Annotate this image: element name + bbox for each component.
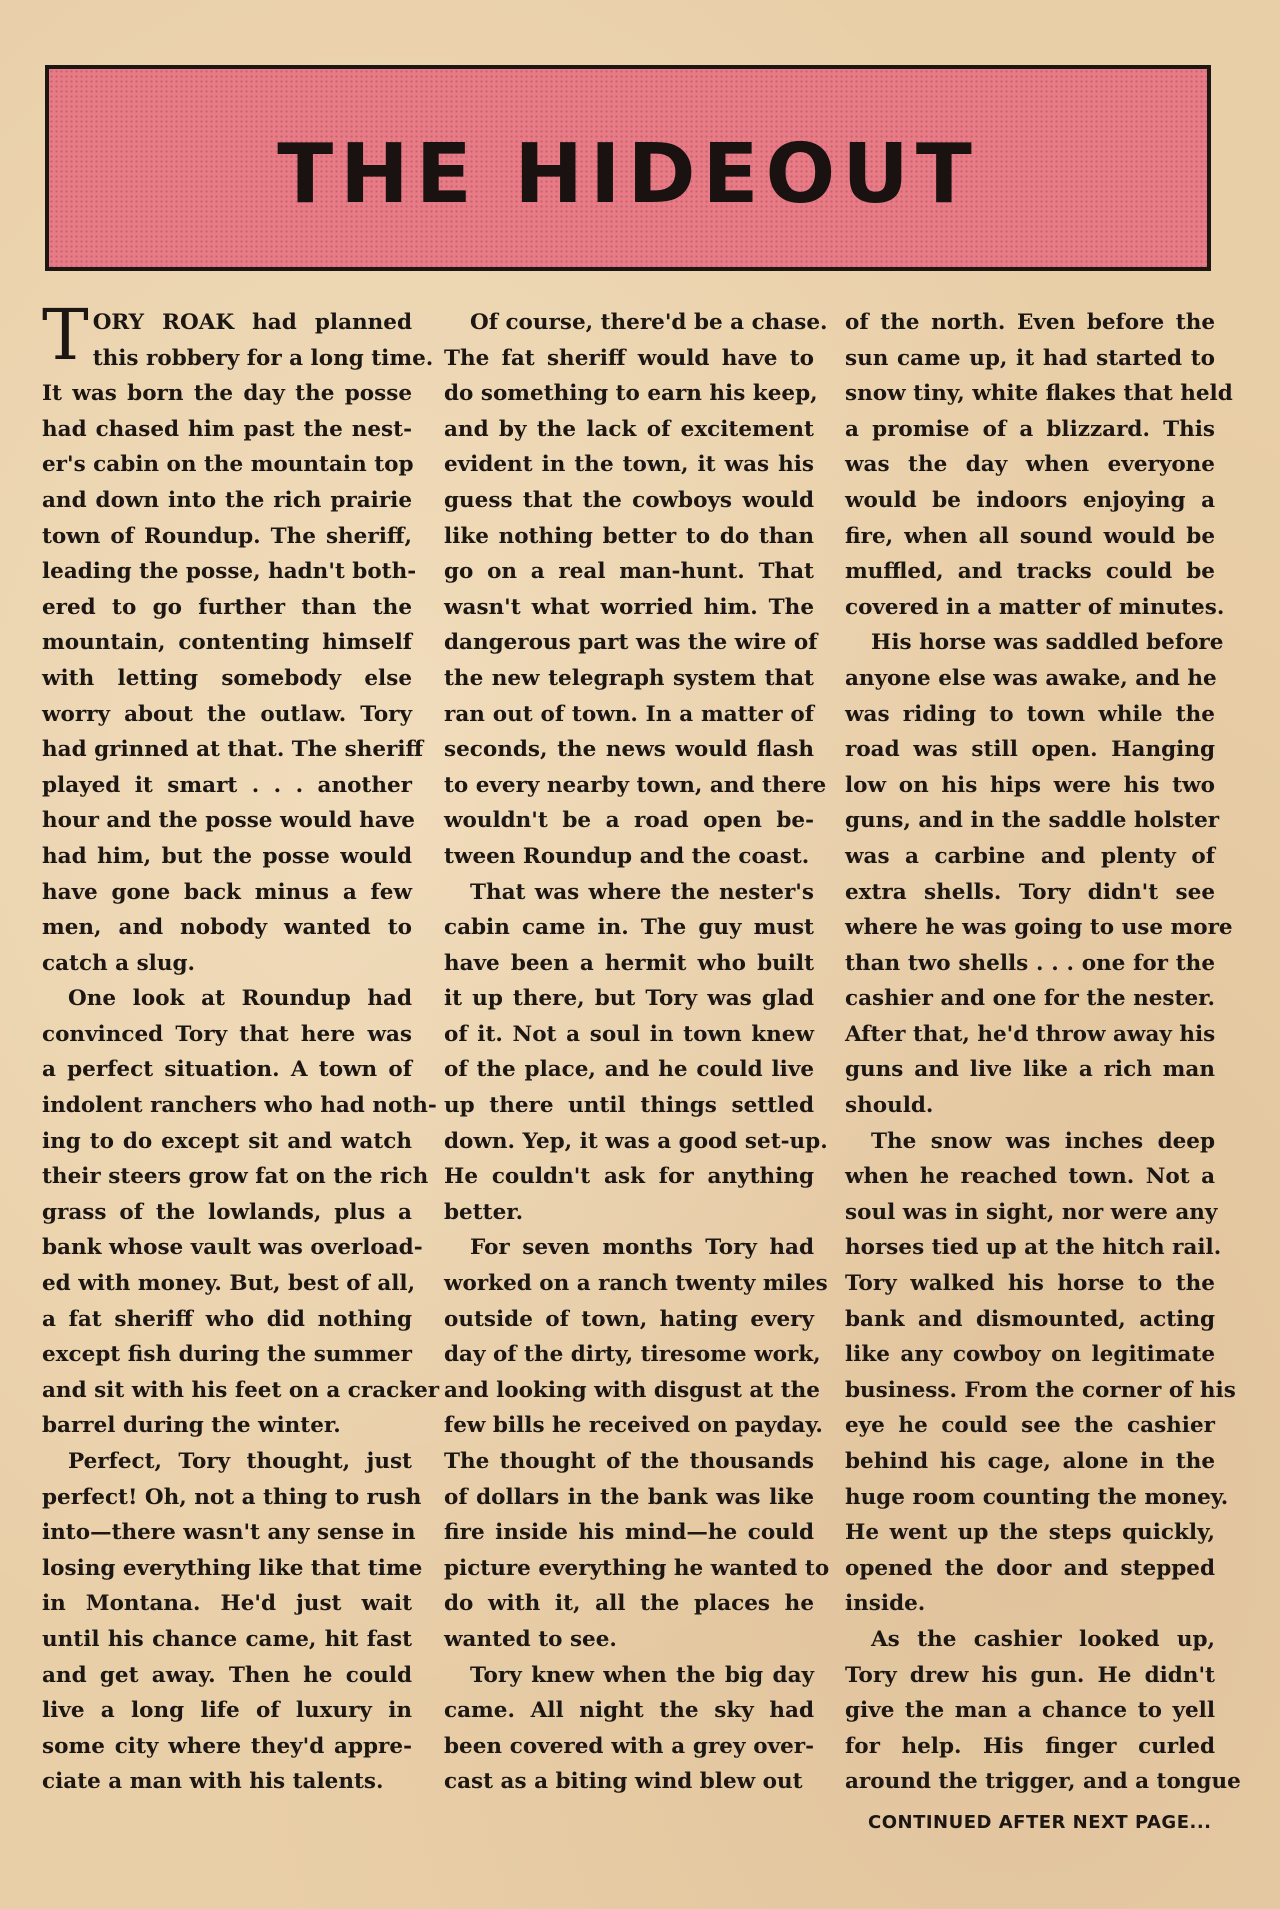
- text-line: As the cashier looked up,: [871, 1626, 1215, 1652]
- paragraph: [444, 1230, 830, 1657]
- text-line: up there until things settled: [444, 1093, 814, 1119]
- text-line: and by the lack of excitement: [444, 416, 814, 442]
- paragraph: [845, 625, 1233, 1123]
- text-line: He couldn't ask for anything: [444, 1164, 814, 1190]
- text-line: was a carbine and plenty of: [845, 843, 1215, 869]
- text-line: the new telegraph system that: [444, 665, 814, 691]
- text-line: into—there wasn't any sense in: [42, 1520, 416, 1546]
- text-line: should.: [845, 1093, 934, 1119]
- text-line: guns, and in the saddle holster: [845, 808, 1220, 834]
- text-line: horses tied up at the hitch rail.: [845, 1235, 1222, 1261]
- text-line: bank and dismounted, acting: [845, 1306, 1215, 1332]
- text-line: some city where they'd appre-: [42, 1733, 412, 1759]
- text-line: would be indoors enjoying a: [845, 487, 1215, 513]
- text-line: was riding to town while the: [845, 701, 1215, 727]
- text-line: had him, but the posse would: [42, 843, 412, 869]
- paragraph: [845, 1622, 1241, 1800]
- text-line: barrel during the winter.: [42, 1413, 341, 1439]
- text-line: He went up the steps quickly,: [845, 1520, 1215, 1546]
- text-line: and looking with disgust at the: [444, 1377, 820, 1403]
- text-line: inside.: [845, 1591, 926, 1617]
- text-line: with letting somebody else: [42, 665, 412, 691]
- text-line: a fat sheriff who did nothing: [42, 1306, 412, 1332]
- text-line: cast as a biting wind blew out: [444, 1769, 803, 1795]
- text-line: wouldn't be a road open be-: [444, 808, 814, 834]
- text-line: ran out of town. In a matter of: [444, 701, 814, 727]
- text-line: picture everything he wanted to: [444, 1555, 830, 1581]
- text-line: behind his cage, alone in the: [845, 1449, 1215, 1474]
- paragraph: [444, 305, 828, 875]
- text-line: wanted to see.: [444, 1626, 617, 1652]
- text-line: fire, when all sound would be: [845, 523, 1215, 549]
- text-line: For seven months Tory had: [470, 1235, 814, 1261]
- paragraph: [42, 1444, 423, 1800]
- text-line: until his chance came, hit fast: [42, 1626, 412, 1652]
- text-line: and get away. Then he could: [42, 1662, 412, 1688]
- text-line: live a long life of luxury in: [42, 1698, 412, 1724]
- text-line: fire inside his mind—he could: [444, 1520, 814, 1546]
- text-line: ing to do except sit and watch: [42, 1128, 412, 1154]
- text-line: played it smart . . . another: [42, 772, 412, 798]
- text-line: road was still open. Hanging: [845, 737, 1215, 763]
- text-line: Tory knew when the big day: [470, 1662, 814, 1688]
- text-line: of it. Not a soul in town knew: [444, 1021, 814, 1047]
- text-line: and sit with his feet on a cracker: [42, 1377, 440, 1403]
- text-line: ered to go further than the: [42, 594, 412, 620]
- text-line: their steers grow fat on the rich: [42, 1164, 429, 1190]
- text-line: mountain, contenting himself: [42, 630, 412, 656]
- text-line: this robbery for a long time.: [92, 345, 434, 371]
- text-line: leading the posse, hadn't both-: [42, 559, 417, 585]
- paragraph: [42, 981, 440, 1444]
- text-line: business. From the corner of his: [845, 1377, 1236, 1403]
- text-line: Tory walked his horse to the: [845, 1271, 1215, 1297]
- text-line: tween Roundup and the coast.: [444, 843, 810, 869]
- text-line: for help. His finger curled: [845, 1733, 1215, 1759]
- text-line: been covered with a grey over-: [444, 1733, 814, 1759]
- paragraph: [444, 1658, 814, 1800]
- paragraph: [845, 1124, 1236, 1622]
- text-line: The snow was inches deep: [871, 1128, 1215, 1154]
- text-line: The fat sheriff would have to: [444, 345, 814, 371]
- paragraph: [42, 294, 434, 981]
- text-line: extra shells. Tory didn't see: [845, 879, 1215, 905]
- text-line: cashier and one for the nester.: [845, 986, 1215, 1012]
- paragraph: [845, 305, 1233, 625]
- text-line: Perfect, Tory thought, just: [68, 1449, 412, 1474]
- text-line: it up there, but Tory was glad: [444, 986, 814, 1012]
- text-line: of the place, and he could live: [444, 1057, 814, 1083]
- text-line: better.: [444, 1199, 524, 1225]
- text-line: except fish during the summer: [42, 1342, 412, 1368]
- text-line: do with it, all the places he: [444, 1591, 814, 1617]
- text-line: in Montana. He'd just wait: [42, 1591, 412, 1617]
- text-line: had grinned at that. The sheriff: [42, 737, 424, 763]
- title-banner: [45, 65, 1211, 271]
- text-line: indolent ranchers who had noth-: [42, 1093, 437, 1119]
- text-line: like any cowboy on legitimate: [845, 1342, 1215, 1368]
- text-line: when he reached town. Not a: [845, 1164, 1215, 1190]
- text-line: That was where the nester's: [470, 879, 814, 905]
- text-line: eye he could see the cashier: [845, 1413, 1215, 1439]
- text-line: have been a hermit who built: [444, 950, 814, 976]
- text-line: worked on a ranch twenty miles: [444, 1271, 828, 1297]
- text-line: have gone back minus a few: [42, 879, 412, 905]
- text-line: cabin came in. The guy must: [444, 915, 814, 941]
- text-line: few bills he received on payday.: [444, 1413, 823, 1439]
- text-line: low on his hips were his two: [845, 772, 1215, 798]
- text-line: soul was in sight, nor were any: [845, 1199, 1218, 1225]
- text-line: Of course, there'd be a chase.: [470, 310, 828, 335]
- text-line: guess that the cowboys would: [444, 487, 814, 513]
- text-line: grass of the lowlands, plus a: [42, 1199, 412, 1225]
- text-line: town of Roundup. The sheriff,: [42, 523, 412, 549]
- text-line: men, and nobody wanted to: [42, 915, 412, 941]
- text-column-2: [444, 305, 830, 1800]
- text-line: had chased him past the nest-: [42, 416, 412, 442]
- text-line: do something to earn his keep,: [444, 381, 818, 407]
- text-line: losing everything like that time: [42, 1555, 423, 1581]
- text-column-1: [42, 294, 440, 1800]
- text-line: convinced Tory that here was: [42, 1021, 412, 1047]
- text-line: catch a slug.: [42, 950, 195, 976]
- text-line: a perfect situation. A town of: [42, 1057, 412, 1083]
- text-line: came. All night the sky had: [444, 1698, 814, 1724]
- text-line: sun came up, it had started to: [845, 345, 1215, 371]
- continued-notice: CONTINUED AFTER NEXT PAGE...: [868, 1812, 1212, 1833]
- text-line: huge room counting the money.: [845, 1484, 1229, 1510]
- text-line: er's cabin on the mountain top: [42, 452, 414, 478]
- text-line: It was born the day the posse: [42, 381, 412, 407]
- text-line: than two shells . . . one for the: [845, 950, 1215, 976]
- text-line: bank whose vault was overload-: [42, 1235, 423, 1261]
- drop-cap: T: [42, 294, 89, 376]
- text-line: around the trigger, and a tongue: [845, 1769, 1241, 1795]
- text-line: worry about the outlaw. Tory: [42, 701, 412, 727]
- text-line: seconds, the news would flash: [444, 737, 814, 763]
- text-line: After that, he'd throw away his: [845, 1021, 1216, 1047]
- text-line: His horse was saddled before: [871, 630, 1224, 656]
- text-line: ciate a man with his talents.: [42, 1769, 384, 1795]
- text-line: like nothing better to do than: [444, 523, 814, 549]
- text-line: Tory drew his gun. He didn't: [845, 1662, 1215, 1688]
- text-line: dangerous part was the wire of: [444, 630, 818, 656]
- text-line: wasn't what worried him. The: [444, 594, 814, 620]
- paragraph: [444, 875, 828, 1231]
- text-line: anyone else was awake, and he: [845, 665, 1217, 691]
- text-line: muffled, and tracks could be: [845, 559, 1215, 585]
- text-line: a promise of a blizzard. This: [845, 416, 1215, 442]
- text-line: opened the door and stepped: [845, 1555, 1215, 1581]
- text-line: One look at Roundup had: [68, 986, 412, 1012]
- text-line: The thought of the thousands: [444, 1449, 814, 1474]
- text-line: where he was going to use more: [845, 915, 1233, 941]
- text-line: down. Yep, it was a good set-up.: [444, 1128, 828, 1154]
- text-line: go on a real man-hunt. That: [444, 559, 814, 585]
- text-line: give the man a chance to yell: [845, 1698, 1215, 1724]
- text-line: perfect! Oh, not a thing to rush: [42, 1484, 422, 1510]
- text-line: and down into the rich prairie: [42, 487, 412, 513]
- text-line: of dollars in the bank was like: [444, 1484, 814, 1510]
- text-column-3: [845, 305, 1241, 1800]
- text-line: to every nearby town, and there: [444, 772, 827, 798]
- text-line: evident in the town, it was his: [444, 452, 814, 478]
- text-line: of the north. Even before the: [845, 310, 1215, 335]
- text-line: guns and live like a rich man: [845, 1057, 1215, 1083]
- text-line: hour and the posse would have: [42, 808, 415, 834]
- story-title: THE HIDEOUT: [277, 126, 979, 222]
- text-line: outside of town, hating every: [444, 1306, 814, 1332]
- text-line: ed with money. But, best of all,: [42, 1271, 416, 1297]
- text-line: was the day when everyone: [845, 452, 1215, 478]
- text-line: day of the dirty, tiresome work,: [444, 1342, 821, 1368]
- text-line: snow tiny, white flakes that held: [845, 381, 1233, 407]
- text-line: ORY ROAK had planned: [92, 310, 412, 335]
- text-line: covered in a matter of minutes.: [845, 594, 1225, 620]
